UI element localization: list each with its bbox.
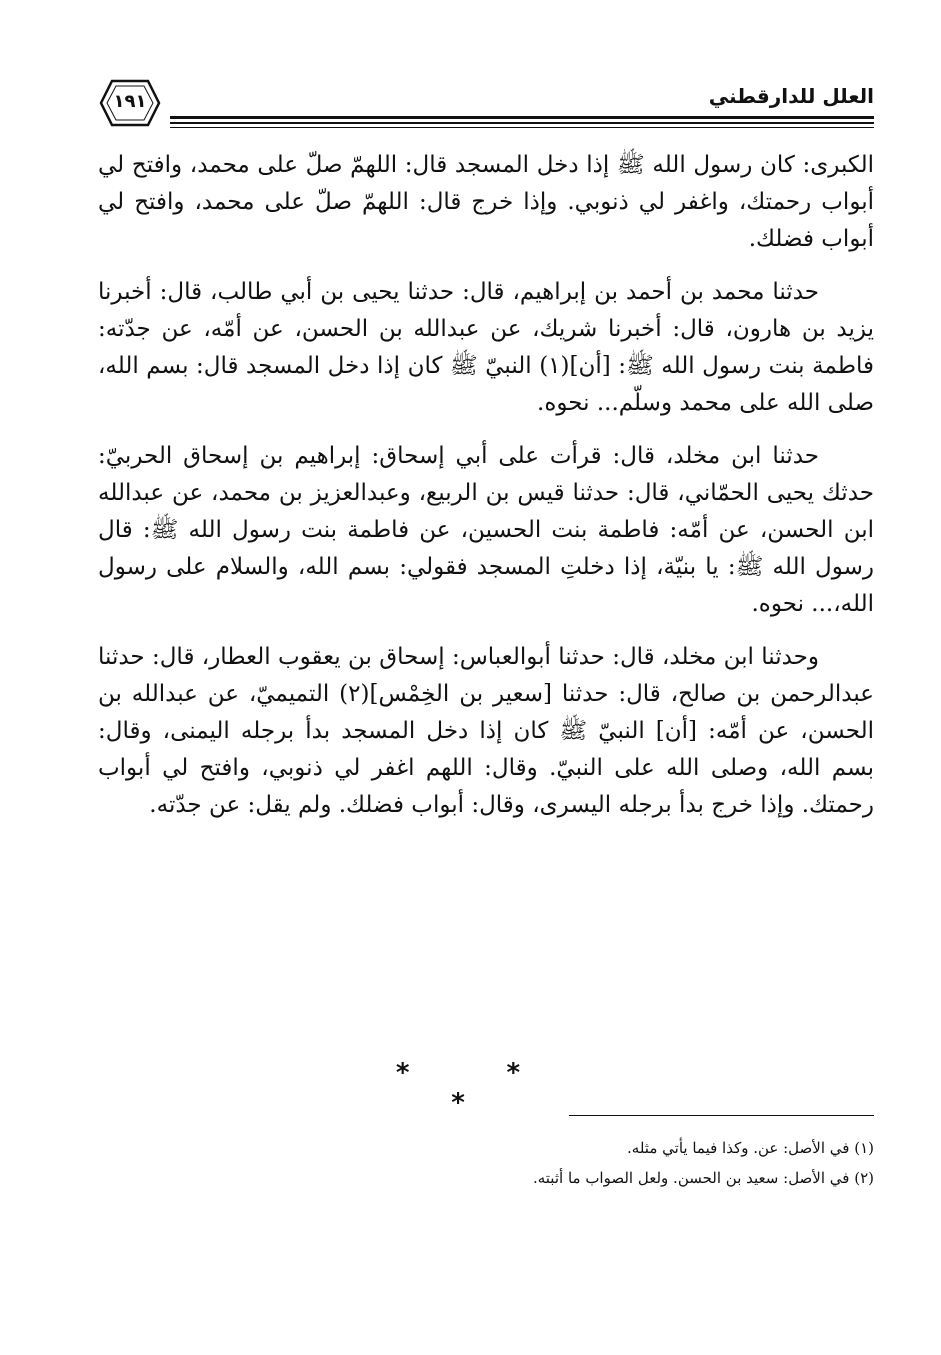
footnote-2: (٢) في الأصل: سعيد بن الحسن. ولعل الصواب ما أثبته. — [532, 1169, 874, 1187]
main-text — [98, 147, 874, 840]
page-header — [92, 74, 874, 134]
paragraph-3: حدثنا ابن مخلد، قال: قرأت على أبي إسحاق: إبراهيم بن إسحاق الحربيّ: حدثك يحيى الحمّاني، قال: حدثنا قيس بن الربيع، وعبدالعزيز بن محمد، عن عبدالله ابن الحسن، عن أمّه: فاطمة بنت الحسين، عن فاطمة بنت رسول الله ﷺ: قال رسول الله ﷺ: يا بنيّة، إذا دخلتِ المسجد فقولي: بسم الله، والسلام على رسول الله،... نحوه. — [98, 443, 874, 617]
book-title: العلل للدارقطني — [708, 84, 874, 108]
paragraph-1: الكبرى: كان رسول الله ﷺ إذا دخل المسجد قال: اللهمّ صلّ على محمد، وافتح لي أبواب رحمتك، واغفر لي ذنوبي. وإذا خرج قال: اللهمّ صلّ على محمد، وافتح لي أبواب فضلك. — [98, 152, 874, 252]
footnote-divider — [569, 1115, 874, 1116]
paragraph-2: حدثنا محمد بن أحمد بن إبراهيم، قال: حدثنا يحيى بن أبي طالب، قال: أخبرنا يزيد بن هارون، قال: أخبرنا شريك، عن عبدالله بن الحسن، عن أمّه، عن جدّته: فاطمة بنت رسول الله ﷺ: [أن](١) النبيّ ﷺ كان إذا دخل المسجد قال: بسم الله، صلى الله على محمد وسلّم... نحوه. — [98, 279, 875, 416]
paragraph-4: وحدثنا ابن مخلد، قال: حدثنا أبوالعباس: إسحاق بن يعقوب العطار، قال: حدثنا عبدالرحمن بن صالح، قال: حدثنا [سعير بن الخِمْس](٢) التميميّ، عن عبدالله بن الحسن، عن أمّه: [أن] النبيّ ﷺ كان إذا دخل المسجد بدأ برجله اليمنى، وقال: بسم الله، وصلى الله على النبيّ. وقال: اللهم اغفر لي ذنوبي، وافتح لي أبواب رحمتك. وإذا خرج بدأ برجله اليسرى، وقال: أبواب فضلك. ولم يقل: عن جدّته. — [98, 644, 874, 818]
header-rule — [170, 116, 874, 131]
footnote-1: (١) في الأصل: عن. وكذا فيما يأتي مثله. — [627, 1139, 874, 1157]
page-number: ١٩١ — [113, 91, 147, 112]
footnotes — [460, 1133, 874, 1193]
section-separator: * * * — [395, 1058, 565, 1118]
